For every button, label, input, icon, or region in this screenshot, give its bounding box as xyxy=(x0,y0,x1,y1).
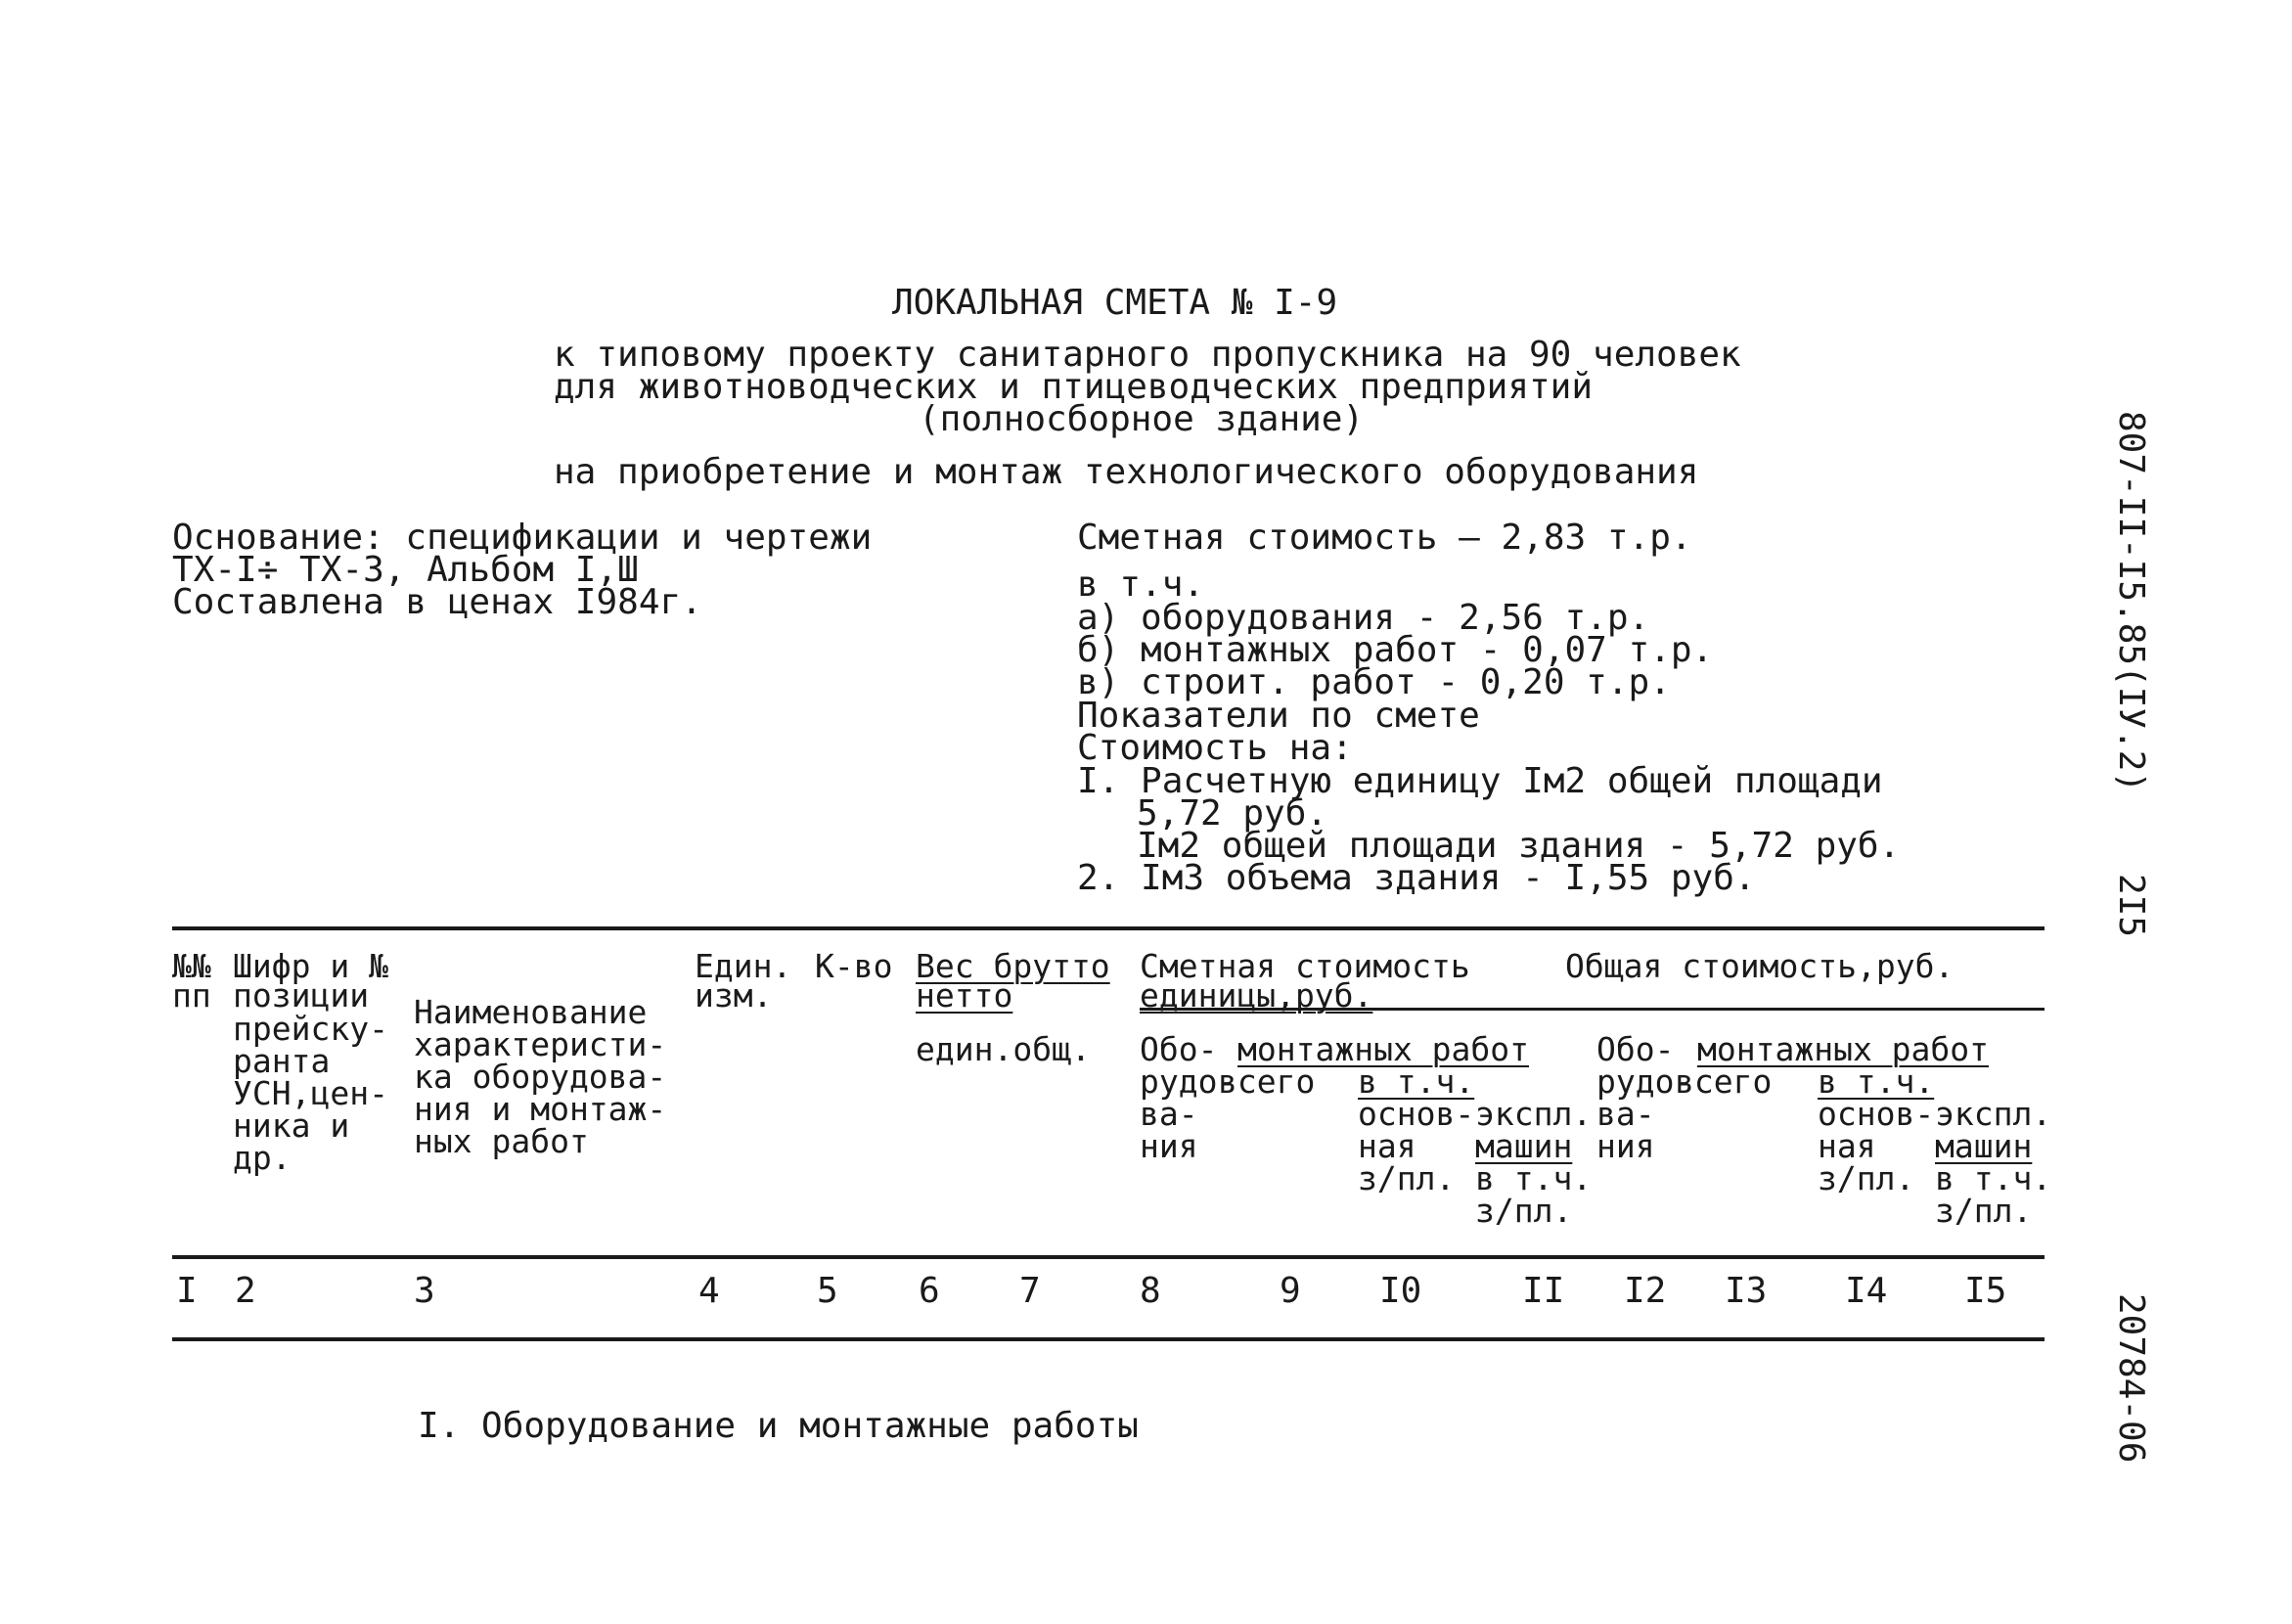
estimate-purpose: на приобретение и монтаж технологического оборудования xyxy=(554,452,1699,492)
unit-mount-works: монтажных работ xyxy=(1237,1030,1530,1068)
indicator-2: 2. Iм3 объема здания - I,55 руб. xyxy=(1077,858,1756,898)
total-equip-3: ва- xyxy=(1596,1095,1655,1133)
total-mount-works: монтажных работ xyxy=(1697,1030,1990,1068)
colnum-5: 5 xyxy=(817,1271,838,1311)
subtitle-line-1: к типовому проекту санитарного пропускника на 90 человек xyxy=(554,335,1741,375)
indicator-1: I. Расчетную единицу Iм2 общей площади xyxy=(1077,761,1883,801)
total-equip-4: ния xyxy=(1596,1127,1655,1165)
col-quantity: К-во xyxy=(815,947,893,985)
colnum-12: I2 xyxy=(1624,1271,1667,1311)
cost-total: Сметная стоимость – 2,83 т.р. xyxy=(1077,518,1692,558)
colnum-7: 7 xyxy=(1019,1271,1041,1311)
col-num-label-2: пп xyxy=(172,976,211,1015)
col-weight-gross: Вес брутто xyxy=(916,947,1110,985)
total-total-word: всего xyxy=(1675,1062,1773,1101)
cost-equipment: а) оборудования - 2,56 т.р. xyxy=(1077,598,1650,638)
col-name-line-3: ка оборудова- xyxy=(414,1058,667,1096)
total-incl: в т.ч. xyxy=(1818,1062,1935,1101)
unit-base-3: з/пл. xyxy=(1358,1159,1456,1197)
colnum-3: 3 xyxy=(414,1271,435,1311)
total-base-2: ная xyxy=(1818,1127,1876,1165)
col-code-line-5: УСН,цен- xyxy=(233,1074,388,1112)
total-mach-3: в т.ч. xyxy=(1935,1159,2052,1197)
unit-mach-2: машин xyxy=(1475,1127,1573,1165)
total-base-1: основ- xyxy=(1818,1095,1935,1133)
total-mach-1: экспл. xyxy=(1935,1095,2052,1133)
unit-base-2: ная xyxy=(1358,1127,1416,1165)
colnum-14: I4 xyxy=(1845,1271,1888,1311)
colnum-9: 9 xyxy=(1280,1271,1301,1311)
colnum-11: II xyxy=(1522,1271,1565,1311)
col-name-line-4: ния и монтаж- xyxy=(414,1090,667,1128)
col-num-label: №№ xyxy=(172,947,211,985)
cost-per-heading: Стоимость на: xyxy=(1077,728,1353,768)
sheet-number: 20784-06 xyxy=(2111,1293,2151,1464)
col-code-line-6: ника и xyxy=(233,1106,350,1145)
col-name-line-5: ных работ xyxy=(414,1122,589,1160)
unit-base-1: основ- xyxy=(1358,1095,1475,1133)
table-top-rule xyxy=(172,926,2045,930)
col-code-line-2: позиции xyxy=(233,976,370,1015)
col-code-line-4: ранта xyxy=(233,1042,331,1080)
cost-mounting: б) монтажных работ - 0,07 т.р. xyxy=(1077,630,1714,670)
total-base-3: з/пл. xyxy=(1818,1159,1915,1197)
cost-incl: в т.ч. xyxy=(1077,564,1205,605)
unit-total-word: всего xyxy=(1218,1062,1316,1101)
col-unit-line-2: изм. xyxy=(695,976,773,1015)
basis-line-1: Основание: спецификации и чертежи xyxy=(172,518,873,558)
subtitle-line-2: для животноводческих и птицеводческих предприятий xyxy=(554,367,1594,407)
colnum-6: 6 xyxy=(919,1271,940,1311)
col-weight-sub: един.общ. xyxy=(916,1030,1091,1068)
total-mach-2: машин xyxy=(1935,1127,2033,1165)
unit-incl: в т.ч. xyxy=(1358,1062,1475,1101)
colnum-15: I5 xyxy=(1964,1271,2007,1311)
colnum-10: I0 xyxy=(1379,1271,1422,1311)
col-unit-line-1: Един. xyxy=(695,947,792,985)
doc-code: 807-II-I5.85(IУ.2) xyxy=(2111,411,2151,793)
total-mach-4: з/пл. xyxy=(1935,1192,2033,1230)
unit-mach-3: в т.ч. xyxy=(1475,1159,1593,1197)
colnum-1: I xyxy=(176,1271,198,1311)
section-title: I. Оборудование и монтажные работы xyxy=(418,1406,1139,1446)
unit-equip-2: рудо- xyxy=(1140,1062,1237,1101)
col-code-line-1: Шифр и № xyxy=(233,947,388,985)
col-weight-net: нетто xyxy=(916,976,1013,1015)
indicator-area: Iм2 общей площади здания - 5,72 руб. xyxy=(1137,826,1901,866)
unit-mach-4: з/пл. xyxy=(1475,1192,1573,1230)
colnum-4: 4 xyxy=(698,1271,720,1311)
subtitle-line-3: (полносборное здание) xyxy=(919,399,1365,439)
col-name-line-2: характеристи- xyxy=(414,1025,667,1063)
col-code-line-3: прейску- xyxy=(233,1010,388,1048)
unit-equip-1: Обо- xyxy=(1140,1030,1218,1068)
basis-line-2: ТХ-I÷ ТХ-3, Альбом I,Ш xyxy=(172,550,639,590)
header-bottom-rule xyxy=(172,1255,2045,1259)
colnum-2: 2 xyxy=(235,1271,256,1311)
col-unit-cost: Сметная стоимость xyxy=(1140,947,1470,985)
estimate-title: ЛОКАЛЬНАЯ СМЕТА № I-9 xyxy=(892,283,1338,323)
colnum-13: I3 xyxy=(1725,1271,1768,1311)
colnum-8: 8 xyxy=(1140,1271,1161,1311)
col-code-line-7: др. xyxy=(233,1139,292,1177)
col-total-cost: Общая стоимость,руб. xyxy=(1565,947,1955,985)
total-equip-2: рудо- xyxy=(1596,1062,1694,1101)
total-equip-1: Обо- xyxy=(1596,1030,1675,1068)
indicator-1-value: 5,72 руб. xyxy=(1137,793,1328,834)
basis-line-3: Составлена в ценах I984г. xyxy=(172,582,702,622)
numbers-bottom-rule xyxy=(172,1337,2045,1341)
unit-equip-3: ва- xyxy=(1140,1095,1198,1133)
page-number: 2I5 xyxy=(2111,874,2151,938)
unit-equip-4: ния xyxy=(1140,1127,1198,1165)
unit-mach-1: экспл. xyxy=(1475,1095,1593,1133)
cost-construction: в) строит. работ - 0,20 т.р. xyxy=(1077,662,1671,702)
indicators-heading: Показатели по смете xyxy=(1077,696,1480,736)
col-name-line-1: Наименование xyxy=(414,993,648,1031)
col-unit-cost-sub: единицы,руб. xyxy=(1140,976,1373,1015)
